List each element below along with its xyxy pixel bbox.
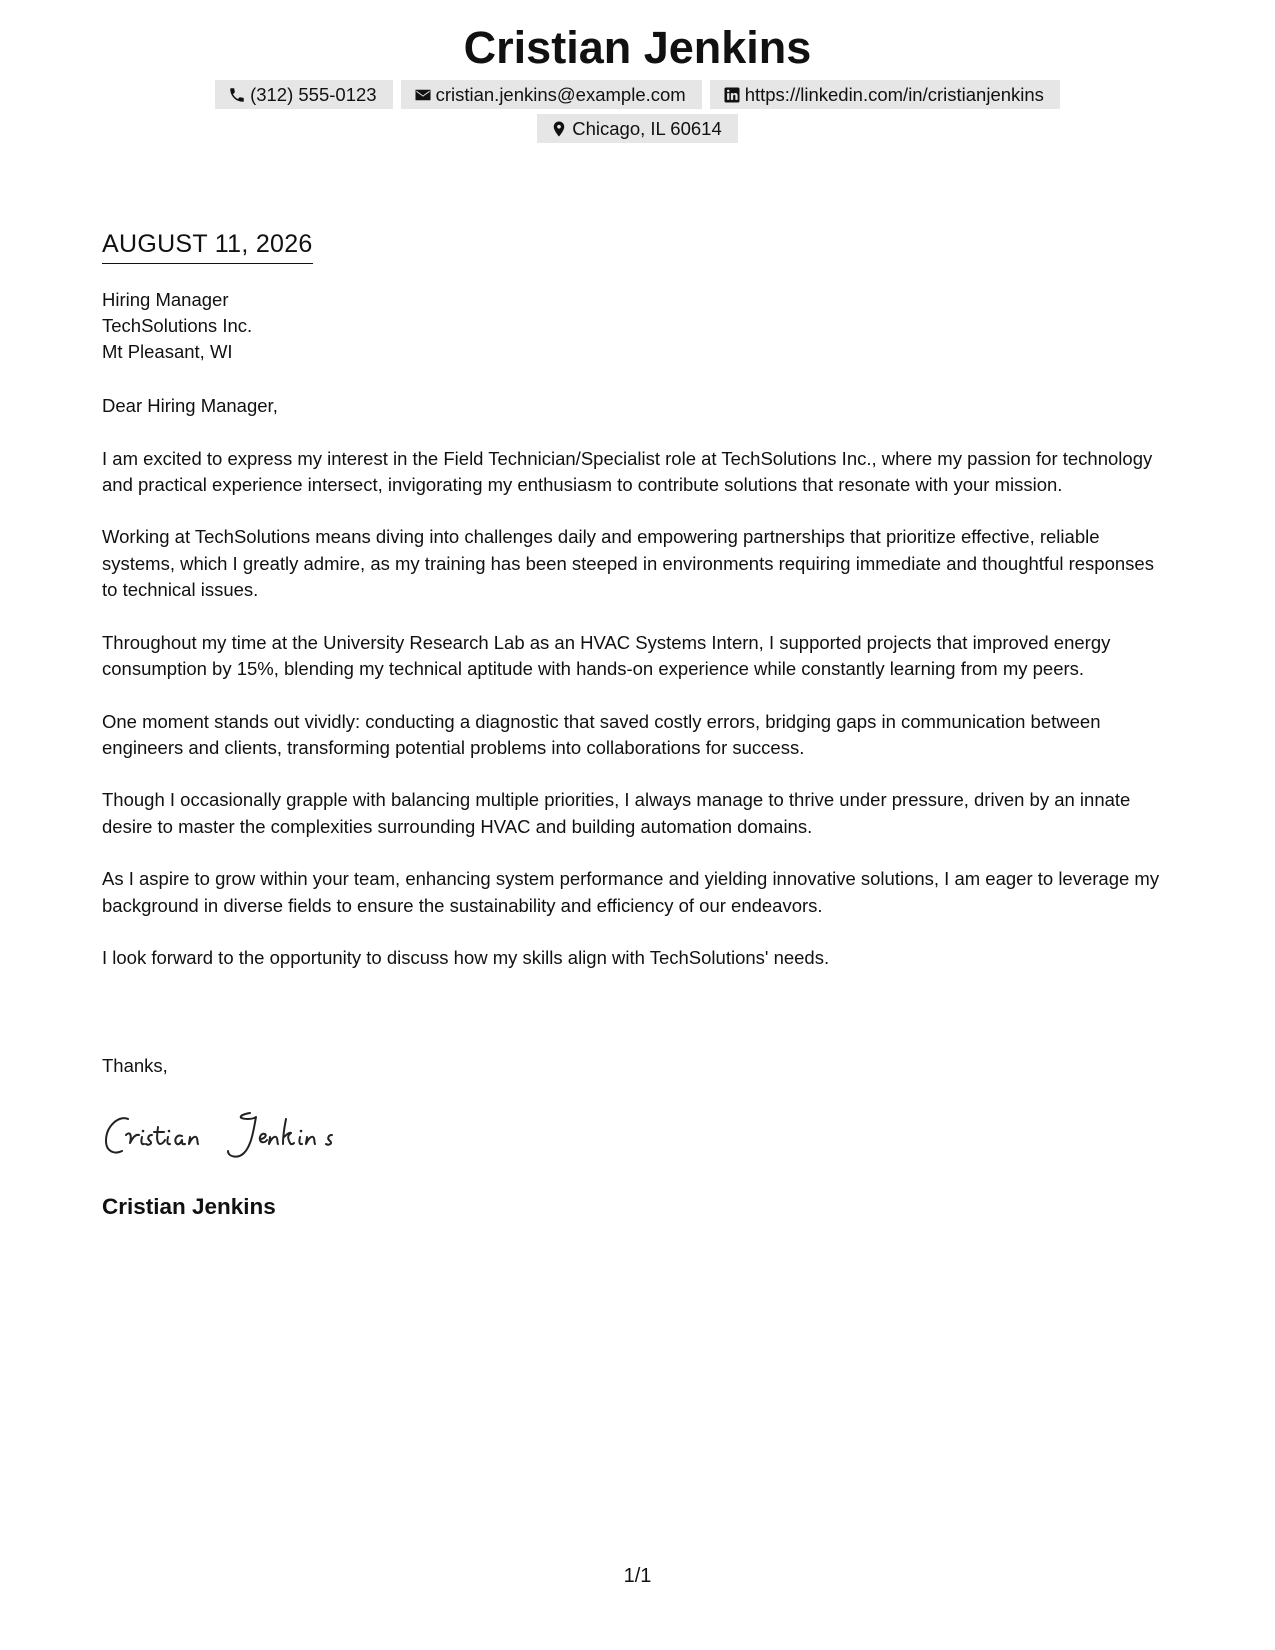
linkedin-chip [710,80,1060,109]
handwritten-signature [100,1105,370,1165]
phone-chip [215,80,393,109]
closing: Thanks, [102,1055,168,1076]
body-paragraph: I am excited to express my interest in the Field Technician/Specialist role at TechSolutions Inc., where my passion for technology and practical experience intersect, invigorating my enthusiasm to contribute solutions that resonate with your mission. [102,447,1153,495]
email-text: cristian.jenkins@example.com [435,84,686,105]
recipient-block [102,287,252,365]
recipient-title: Hiring Manager [102,289,229,310]
email-chip [401,80,702,109]
contact-row [0,80,1275,109]
contact-row-2 [0,114,1275,143]
salutation: Dear Hiring Manager, [102,395,278,416]
body-paragraph: One moment stands out vividly: conducting a diagnostic that saved costly errors, bridging gaps in communication between engineers and clients, transforming potential problems into collaborations for success. [102,710,1101,758]
map-marker-icon [549,119,569,139]
recipient-company: TechSolutions Inc. [102,315,253,336]
letter-date: AUGUST 11, 2026 [102,228,313,264]
page-number: 1/1 [623,1565,652,1587]
recipient-location: Mt Pleasant, WI [102,341,233,362]
signer-name: Cristian Jenkins [102,1194,276,1219]
phone-text: (312) 555-0123 [250,84,377,105]
location-chip [537,114,737,143]
phone-icon [227,85,247,105]
body-paragraph: Working at TechSolutions means diving into challenges daily and empowering partnerships that prioritize effective, reliable systems, which I greatly admire, as my training has been steeped in environments requiring immediate and thoughtful responses to technical issues. [102,526,1154,601]
body-paragraph: As I aspire to grow within your team, enhancing system performance and yielding innovative solutions, I am eager to leverage my background in diverse fields to ensure the sustainability and efficiency of our endeavors. [102,868,1160,916]
body-paragraph: I look forward to the opportunity to discuss how my skills align with TechSolutions' needs. [102,947,830,969]
applicant-name: Cristian Jenkins [463,22,812,73]
linkedin-text: https://linkedin.com/in/cristianjenkins [744,84,1044,105]
linkedin-icon [722,85,742,105]
body-paragraph: Throughout my time at the University Research Lab as an HVAC Systems Intern, I supported projects that improved energy consumption by 15%, blending my technical aptitude with hands-on experience while constantly learning from my peers. [102,631,1111,679]
letter-body [102,393,1162,998]
envelope-icon [413,85,433,105]
location-text: Chicago, IL 60614 [572,118,722,139]
body-paragraph: Though I occasionally grapple with balancing multiple priorities, I always manage to thrive under pressure, driven by an innate desire to master the complexities surrounding HVAC and building automation domains. [102,789,1131,837]
